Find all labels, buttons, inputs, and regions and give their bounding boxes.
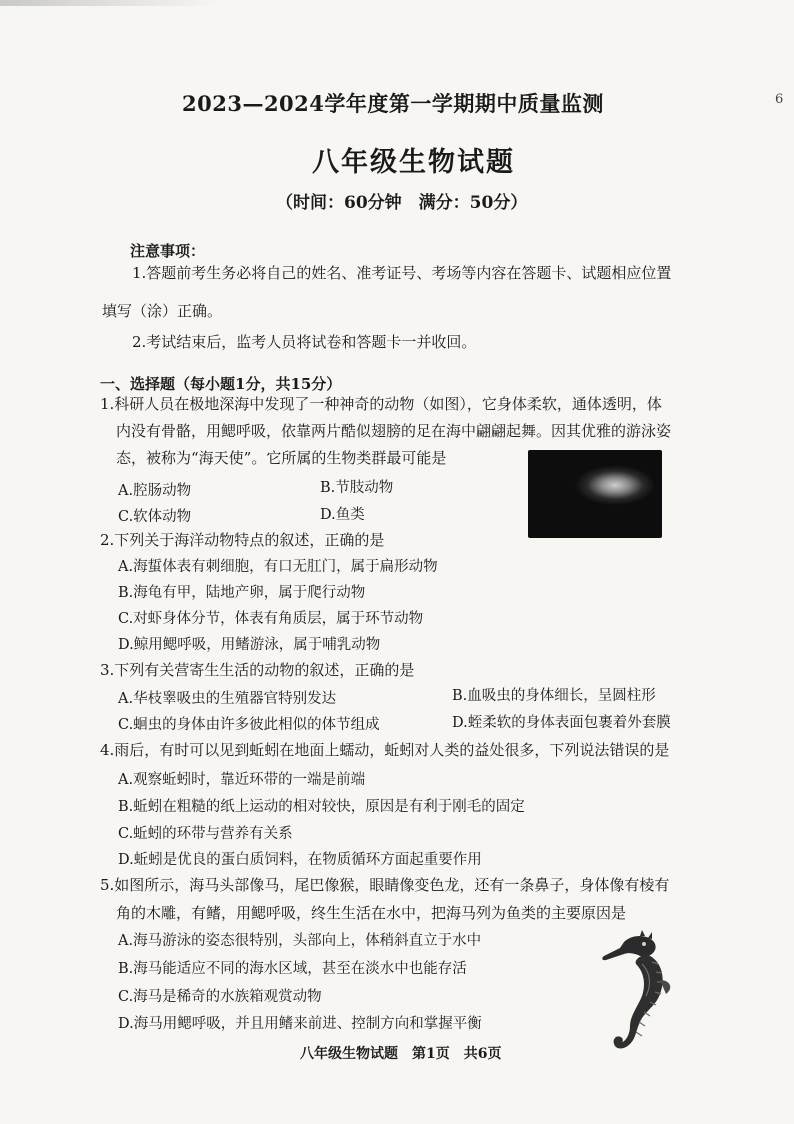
question-1-option-d: D.鱼类	[320, 507, 365, 523]
question-3-option-a: A.华枝睾吸虫的生殖器官特别发达	[118, 691, 337, 707]
seahorse-illustration	[596, 930, 682, 1058]
question-1-option-c: C.软体动物	[118, 509, 192, 525]
question-5-option-a: A.海马游泳的姿态很特别，头部向上，体稍斜直立于水中	[118, 933, 482, 949]
question-4-stem: 4.雨后，有时可以见到蚯蚓在地面上蠕动，蚯蚓对人类的益处很多，下列说法错误的是	[100, 741, 670, 759]
notice-item-2: 2.考试结束后，监考人员将试卷和答题卡一并收回。	[132, 333, 477, 351]
notice-item-1-cont: 填写（涂）正确。	[102, 302, 223, 320]
question-3-option-d: D.蛭柔软的身体表面包裹着外套膜	[452, 715, 671, 731]
question-4-option-b: B.蚯蚓在粗糙的纸上运动的相对较快，原因是有利于刚毛的固定	[118, 799, 525, 815]
question-1-option-b: B.节肢动物	[320, 480, 394, 496]
question-2-option-b: B.海龟有甲，陆地产卵，属于爬行动物	[118, 585, 366, 601]
time-info: （时间：60分钟 满分：50分）	[276, 193, 528, 213]
question-1-line-2: 内没有骨骼，用鳃呼吸，依靠两片酷似翅膀的足在海中翩翩起舞。因其优雅的游泳姿	[116, 422, 672, 440]
question-4-option-d: D.蚯蚓是优良的蛋白质饲料，在物质循环方面起重要作用	[118, 852, 482, 868]
section-heading: 一、选择题（每小题1分，共15分）	[100, 375, 342, 393]
question-2-option-d: D.鲸用鳃呼吸，用鳍游泳，属于哺乳动物	[118, 637, 381, 653]
question-1-option-a: A.腔肠动物	[118, 483, 192, 499]
question-4-option-a: A.观察蚯蚓时，靠近环带的一端是前端	[118, 772, 366, 788]
exam-title: 2023—2024学年度第一学期期中质量监测	[182, 91, 604, 116]
scan-edge	[0, 0, 220, 6]
corner-mark: 6	[775, 92, 784, 107]
question-3-option-c: C.蛔虫的身体由许多彼此相似的体节组成	[118, 717, 380, 733]
notice-item-1: 1.答题前考生务必将自己的姓名、准考证号、考场等内容在答题卡、试题相应位置	[132, 264, 672, 282]
question-3-stem: 3.下列有关营寄生生活的动物的叙述，正确的是	[100, 661, 415, 679]
subject-title: 八年级生物试题	[312, 147, 515, 178]
question-2-stem: 2.下列关于海洋动物特点的叙述，正确的是	[100, 531, 385, 549]
question-5-line-1: 5.如图所示，海马头部像马，尾巴像猴，眼睛像变色龙，还有一条鼻子，身体像有棱有	[100, 876, 670, 894]
question-4-option-c: C.蚯蚓的环带与营养有关系	[118, 826, 293, 842]
question-5-option-d: D.海马用鳃呼吸，并且用鳍来前进、控制方向和掌握平衡	[118, 1016, 482, 1032]
question-1-line-3: 态，被称为“海天使”。它所属的生物类群最可能是	[116, 449, 447, 467]
question-5-option-c: C.海马是稀奇的水族箱观赏动物	[118, 989, 322, 1005]
question-5-option-b: B.海马能适应不同的海水区域，甚至在淡水中也能存活	[118, 961, 467, 977]
page-footer: 八年级生物试题 第1页 共6页	[300, 1046, 502, 1062]
sea-angel-photo	[528, 450, 662, 538]
question-2-option-c: C.对虾身体分节，体表有角质层，属于环节动物	[118, 611, 424, 627]
question-3-option-b: B.血吸虫的身体细长，呈圆柱形	[452, 688, 656, 704]
question-2-option-a: A.海蜇体表有刺细胞，有口无肛门，属于扁形动物	[118, 559, 438, 575]
question-1-line-1: 1.科研人员在极地深海中发现了一种神奇的动物（如图），它身体柔软，通体透明，体	[100, 395, 662, 413]
question-5-line-2: 角的木雕，有鳍，用鳃呼吸，终生生活在水中，把海马列为鱼类的主要原因是	[116, 904, 627, 922]
notice-heading: 注意事项：	[130, 242, 206, 260]
